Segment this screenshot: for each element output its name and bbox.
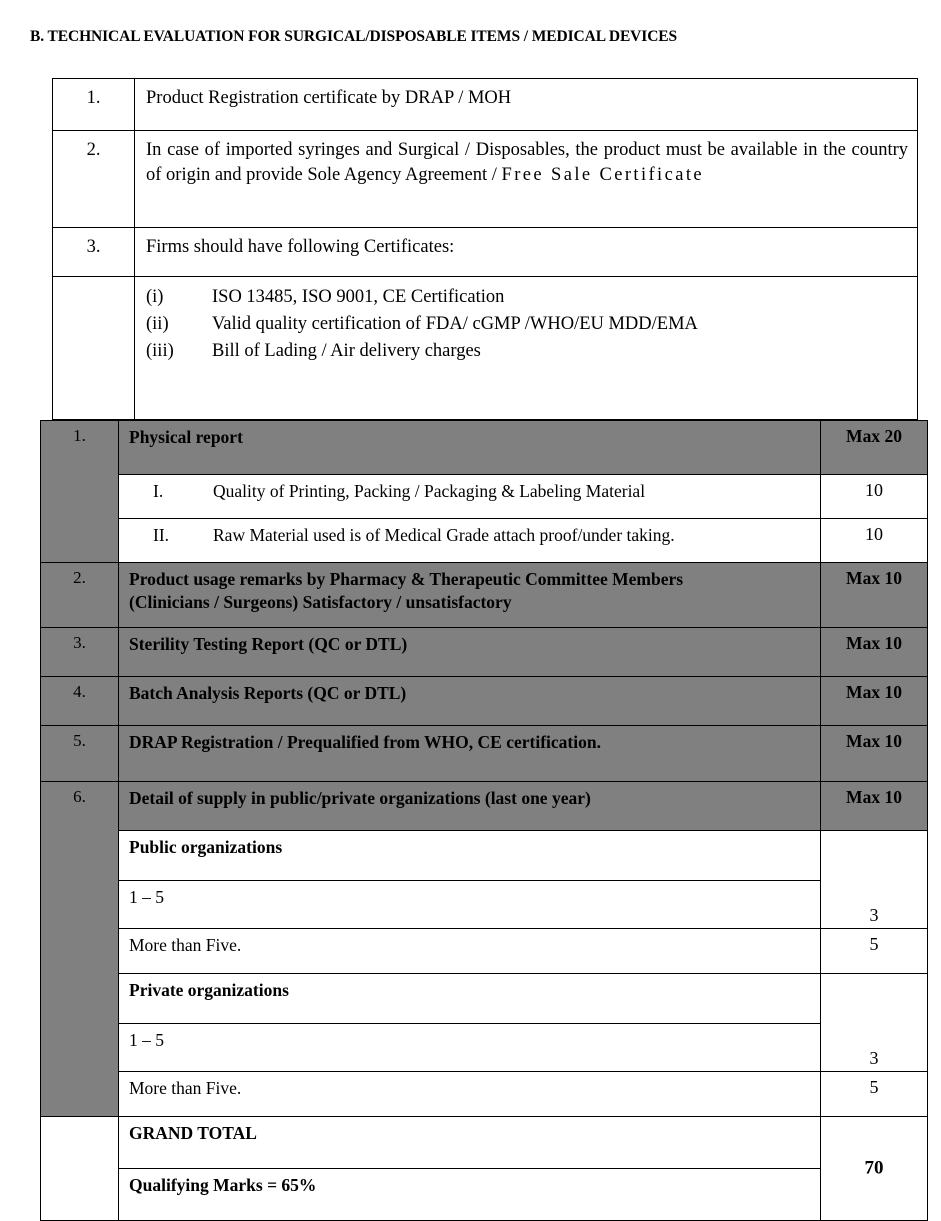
subitem-marker: (iii) bbox=[146, 341, 174, 362]
subitem-text: Bill of Lading / Air delivery charges bbox=[212, 341, 481, 362]
requirement-text bbox=[135, 131, 918, 228]
requirement-text-part2: Free Sale Certificate bbox=[501, 164, 704, 185]
private-range-label: 1 – 5 bbox=[119, 1024, 821, 1072]
table-row bbox=[41, 831, 928, 881]
score-title-line2: (Clinicians / Surgeons) Satisfactory / unsatisfactory bbox=[129, 591, 512, 612]
requirement-subitem-list bbox=[135, 277, 918, 420]
requirement-text: Firms should have following Certificates: bbox=[135, 228, 918, 277]
subitem-text: Raw Material used is of Medical Grade attach proof/under taking. bbox=[213, 525, 675, 545]
table-row bbox=[41, 421, 928, 475]
grand-total-label: GRAND TOTAL bbox=[119, 1117, 821, 1169]
subitem-marker: (i) bbox=[146, 287, 164, 307]
score-value: 10 bbox=[821, 475, 928, 519]
private-range-marks: 3 bbox=[821, 974, 928, 1072]
list-item bbox=[146, 311, 908, 338]
list-item bbox=[146, 338, 908, 365]
score-max: Max 10 bbox=[821, 628, 928, 677]
table-row bbox=[41, 1169, 928, 1221]
score-number: 1. bbox=[41, 421, 119, 563]
subitem-marker: I. bbox=[153, 481, 164, 501]
table-row bbox=[41, 563, 928, 628]
public-more-label: More than Five. bbox=[119, 929, 821, 974]
score-subitem bbox=[119, 475, 821, 519]
table-row bbox=[53, 131, 918, 228]
public-range-marks: 3 bbox=[821, 831, 928, 929]
list-item bbox=[146, 284, 908, 311]
section-heading: B. TECHNICAL EVALUATION FOR SURGICAL/DISPOSABLE ITEMS / MEDICAL DEVICES bbox=[30, 28, 678, 45]
table-row bbox=[41, 726, 928, 782]
subitem-text: ISO 13485, ISO 9001, CE Certification bbox=[212, 287, 505, 307]
requirement-number: 2. bbox=[53, 131, 135, 228]
table-row bbox=[53, 228, 918, 277]
table-row bbox=[41, 1117, 928, 1169]
private-organizations-heading: Private organizations bbox=[119, 974, 821, 1024]
score-value: 10 bbox=[821, 519, 928, 563]
score-subitem bbox=[119, 519, 821, 563]
score-title: DRAP Registration / Prequalified from WHO, CE certification. bbox=[119, 726, 821, 782]
subitem-marker: II. bbox=[153, 525, 170, 545]
qualifying-marks-label: Qualifying Marks = 65% bbox=[119, 1169, 821, 1221]
score-title: Batch Analysis Reports (QC or DTL) bbox=[119, 677, 821, 726]
score-number: 3. bbox=[41, 628, 119, 677]
subitem-marker: (ii) bbox=[146, 314, 169, 335]
scoring-table bbox=[40, 420, 928, 1221]
table-row bbox=[41, 881, 928, 929]
score-title bbox=[119, 563, 821, 628]
table-row bbox=[41, 475, 928, 519]
table-row bbox=[53, 79, 918, 131]
score-title: Physical report bbox=[119, 421, 821, 475]
table-row bbox=[41, 1024, 928, 1072]
public-organizations-heading: Public organizations bbox=[119, 831, 821, 881]
table-row bbox=[41, 974, 928, 1024]
score-max: Max 20 bbox=[821, 421, 928, 475]
private-more-label: More than Five. bbox=[119, 1072, 821, 1117]
table-row bbox=[41, 782, 928, 831]
score-max: Max 10 bbox=[821, 563, 928, 628]
public-more-marks: 5 bbox=[821, 929, 928, 974]
requirement-number: 1. bbox=[53, 79, 135, 131]
table-row bbox=[53, 277, 918, 420]
public-range-label: 1 – 5 bbox=[119, 881, 821, 929]
table-row bbox=[41, 628, 928, 677]
requirement-text-part1: In case of imported syringes and Surgical / Disposables, the product must be available in the country of origin and provide Sole Agency Agreement / bbox=[146, 140, 908, 185]
score-title: Detail of supply in public/private organizations (last one year) bbox=[119, 782, 821, 831]
requirement-number: 3. bbox=[53, 228, 135, 277]
subitem-text: Quality of Printing, Packing / Packaging & Labeling Material bbox=[213, 481, 646, 501]
score-number: 2. bbox=[41, 563, 119, 628]
requirement-number-spacer bbox=[53, 277, 135, 420]
private-more-marks: 5 bbox=[821, 1072, 928, 1117]
requirement-text: Product Registration certificate by DRAP / MOH bbox=[135, 79, 918, 131]
score-max: Max 10 bbox=[821, 726, 928, 782]
score-number: 4. bbox=[41, 677, 119, 726]
subitem-text: Valid quality certification of FDA/ cGMP /WHO/EU MDD/EMA bbox=[212, 314, 698, 335]
requirements-table bbox=[52, 78, 918, 420]
table-row bbox=[41, 1072, 928, 1117]
score-number: 6. bbox=[41, 782, 119, 1117]
table-row bbox=[41, 929, 928, 974]
score-max: Max 10 bbox=[821, 782, 928, 831]
score-number: 5. bbox=[41, 726, 119, 782]
score-title: Sterility Testing Report (QC or DTL) bbox=[119, 628, 821, 677]
table-row bbox=[41, 519, 928, 563]
score-max: Max 10 bbox=[821, 677, 928, 726]
grand-total-number-spacer bbox=[41, 1117, 119, 1221]
grand-total-value: 70 bbox=[821, 1117, 928, 1221]
score-title-line1: Product usage remarks by Pharmacy & Therapeutic Committee Members bbox=[129, 569, 684, 589]
table-row bbox=[41, 677, 928, 726]
